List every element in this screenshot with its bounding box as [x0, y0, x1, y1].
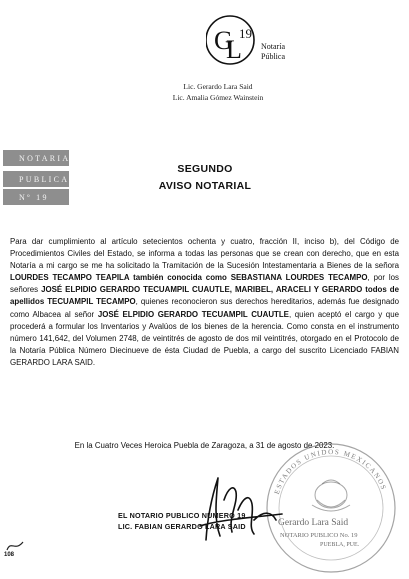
logo-caption-publica: Pública [261, 52, 285, 61]
svg-text:ESTADOS UNIDOS MEXICANOS [273, 448, 388, 495]
body-bold-deceased: LOURDES TECAMPO TEAPILA también conocida como SEBASTIANA LOURDES TECAMPO [10, 273, 368, 283]
body-text-1: Para dar cumplimiento al artículo setecientos ochenta y cuatro, fracción II, inciso b), del Código de Procedimientos Civiles del Estado, se informa a todas las personas que se crean con derecho, que en esta Notaría a mi cargo se me ha solicitado la Tramitación de la Sucesión Intestamentaria a Bienes de la señora [10, 237, 399, 271]
notice-body [10, 236, 399, 369]
signature-name: LIC. FABIAN GERARDO LARA SAID [118, 522, 246, 531]
title-segundo: SEGUNDO [177, 163, 233, 175]
seal-notary-number: NOTARIO PUBLICO No. 19 [280, 532, 358, 539]
lic-amalia: Lic. Amalia Gómez Wainstein [172, 93, 264, 102]
body-bold-executor: JOSÉ ELPIDIO GERARDO TECUAMPIL CUAUTLE [97, 309, 289, 319]
stamp-notaria: NOTARIA [3, 150, 69, 166]
signature-title: EL NOTARIO PUBLICO NUMERO 19 [118, 511, 246, 520]
seal-city: PUEBLA, PUE. [320, 542, 360, 548]
svg-text:19: 19 [239, 26, 252, 41]
handwritten-signature [178, 470, 288, 550]
title-aviso-notarial: AVISO NOTARIAL [158, 180, 252, 192]
svg-text:L: L [226, 35, 242, 64]
logo-caption-notaria: Notaría [261, 42, 285, 51]
stamp-publica: PUBLICA [3, 171, 69, 187]
body-text-4: , quien aceptó el cargo y que procederá a formular los Inventarios y Avalúos de los bienes de la herencia. Como consta en el instrumento número 141,642, del Volumen 2748, de veintitrés de agosto de dos mil veintitrés, otorgado en el Protocolo de la Notaría Pública Número Diecinueve de ésta Ciudad de Puebla, a cargo del suscrito Licenciado FABIAN GERARDO LARA SAID. [10, 309, 399, 367]
place-date: En la Cuatro Veces Heroica Puebla de Zaragoza, a 31 de agosto de 2023. [74, 441, 335, 450]
stamp-number: Nº 19 [3, 189, 69, 205]
body-text-2: , por los señores [10, 273, 399, 295]
body-bold-heirs: JOSÉ ELPIDIO GERARDO TECUAMPIL CUAUTLE, MARIBEL, ARACELI Y GERARDO todos de apellidos TECUAMPIL TECAMPO [10, 285, 399, 307]
page-number: 108 [4, 552, 15, 558]
lic-gerardo: Lic. Gerardo Lara Said [183, 82, 253, 91]
seal-arc-text: ESTADOS UNIDOS MEXICANOS [272, 447, 388, 496]
seal-name: Gerardo Lara Said [278, 518, 349, 528]
body-text-3: , quienes reconocieron sus derechos hereditarios, además fue designado como Albacea al señor [10, 297, 399, 319]
svg-text:G: G [214, 26, 233, 55]
